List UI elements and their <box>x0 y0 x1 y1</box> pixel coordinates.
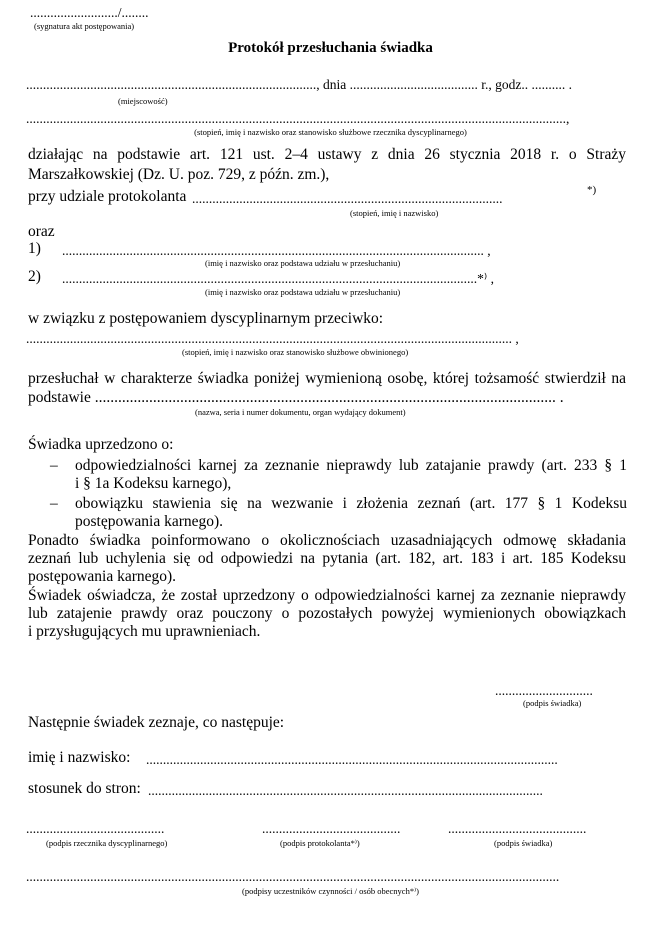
bullet-dash: – <box>50 495 58 512</box>
officer-caption: (stopień, imię i nazwisko oraz stanowisko służbowe rzecznika dyscyplinarnego) <box>194 127 467 137</box>
participants-intro: oraz <box>28 223 55 240</box>
participants-signature-caption: (podpisy uczestników czynności / osób obecnych*⁾) <box>241 886 419 896</box>
officer-signature-caption: (podpis rzecznika dyscyplinarnego) <box>46 838 168 848</box>
case-signature-line: ........................../........ <box>30 5 149 20</box>
refusal-line-2: zeznań lub uchylenia się od odpowiedzi na pytania (art. 182, art. 183 i art. 185 Kodeksu <box>28 550 626 567</box>
officer-line: ................................................................................................................................................................, <box>26 111 570 126</box>
legal-basis-line-2: Marszałkowskiej (Dz. U. poz. 729, z późn. zm.), <box>28 166 330 183</box>
identity-caption: (nazwa, seria i numer dokumentu, organ wydający dokument) <box>195 407 406 417</box>
identity-line-2: podstawie ....................................................................................................................... . <box>28 389 564 406</box>
warning-1-line-2: i § 1a Kodeksu karnego), <box>75 475 232 492</box>
recorder-label: przy udziale protokolanta <box>28 188 187 205</box>
recorder-caption: (stopień, imię i nazwisko) <box>350 208 439 218</box>
bullet-dash: – <box>50 457 58 474</box>
place-date-line: ......................................................................................, dnia ...................................... r., godz.. .......... . <box>26 77 572 92</box>
warning-2-line-1: obowiązku stawienia się na wezwanie i złożenia zeznań (art. 177 § 1 Kodeksu <box>75 495 627 512</box>
accused-caption: (stopień, imię i nazwisko oraz stanowisko służbowe obwinionego) <box>182 347 409 357</box>
participant-2-number: 2) <box>28 268 41 285</box>
witness-signature-dots: ............................. <box>495 683 593 698</box>
name-label: imię i nazwisko: <box>28 749 131 766</box>
participant-1-number: 1) <box>28 240 41 257</box>
case-signature-caption: (sygnatura akt postępowania) <box>34 21 135 31</box>
relation-dots: ..................................................................................................................... <box>148 783 543 798</box>
proceedings-label: w związku z postępowaniem dyscyplinarnym przeciwko: <box>28 310 384 327</box>
document-title: Protokół przesłuchania świadka <box>228 40 433 56</box>
refusal-line-3: postępowania karnego). <box>28 568 177 585</box>
relation-label: stosunek do stron: <box>28 780 141 797</box>
officer-signature-dots: ......................................... <box>26 821 165 836</box>
testimony-intro: Następnie świadek zeznaje, co następuje: <box>28 714 285 731</box>
declaration-line-3: i przysługujących mu uprawnieniach. <box>28 623 261 640</box>
warnings-intro: Świadka uprzedzono o: <box>28 436 174 453</box>
place-caption: (miejscowość) <box>118 96 168 106</box>
participant-1-dots: ............................................................................................................................. , <box>62 243 491 258</box>
witness-signature-2-dots: ......................................... <box>448 821 587 836</box>
participant-1-caption: (imię i nazwisko oraz podstawa udziału w przesłuchaniu) <box>205 258 401 268</box>
participant-2-caption: (imię i nazwisko oraz podstawa udziału w przesłuchaniu) <box>205 287 401 297</box>
footnote-mark: *) <box>587 184 597 196</box>
identity-line-1: przesłuchał w charakterze świadka poniżej wymienioną osobę, której tożsamość stwierdził na <box>28 370 626 387</box>
warning-1-line-1: odpowiedzialności karnej za zeznanie nieprawdy lub zatajanie prawdy (art. 233 § 1 <box>75 457 627 474</box>
accused-dots: ................................................................................................................................................ , <box>26 331 519 346</box>
name-dots: .......................................................................................................................... <box>146 752 558 767</box>
legal-basis-line-1: działając na podstawie art. 121 ust. 2–4 ustawy z dnia 26 stycznia 2018 r. o Straży <box>28 146 626 163</box>
warning-2-line-2: postępowania karnego). <box>75 513 224 530</box>
refusal-line-1: Ponadto świadka poinformowano o okolicznościach uzasadniających odmowę składania <box>28 532 626 549</box>
recorder-signature-dots: ......................................... <box>262 821 401 836</box>
witness-signature-2-caption: (podpis świadka) <box>494 838 553 848</box>
recorder-dots: ............................................................................................ <box>192 191 503 206</box>
participants-signature-dots: .............................................................................................................................................................. <box>26 869 560 884</box>
recorder-signature-caption: (podpis protokolanta*⁾) <box>280 838 360 848</box>
participant-2-dots: ...........................................................................................................................*⁾ , <box>62 271 494 286</box>
declaration-line-1: Świadek oświadcza, że został uprzedzony o odpowiedzialności karnej za zeznanie nieprawdy <box>28 587 626 604</box>
declaration-line-2: lub zatajenie prawdy oraz pouczony o pozostałych powyżej wymienionych obowiązkach <box>28 605 626 622</box>
witness-signature-caption: (podpis świadka) <box>523 698 582 708</box>
